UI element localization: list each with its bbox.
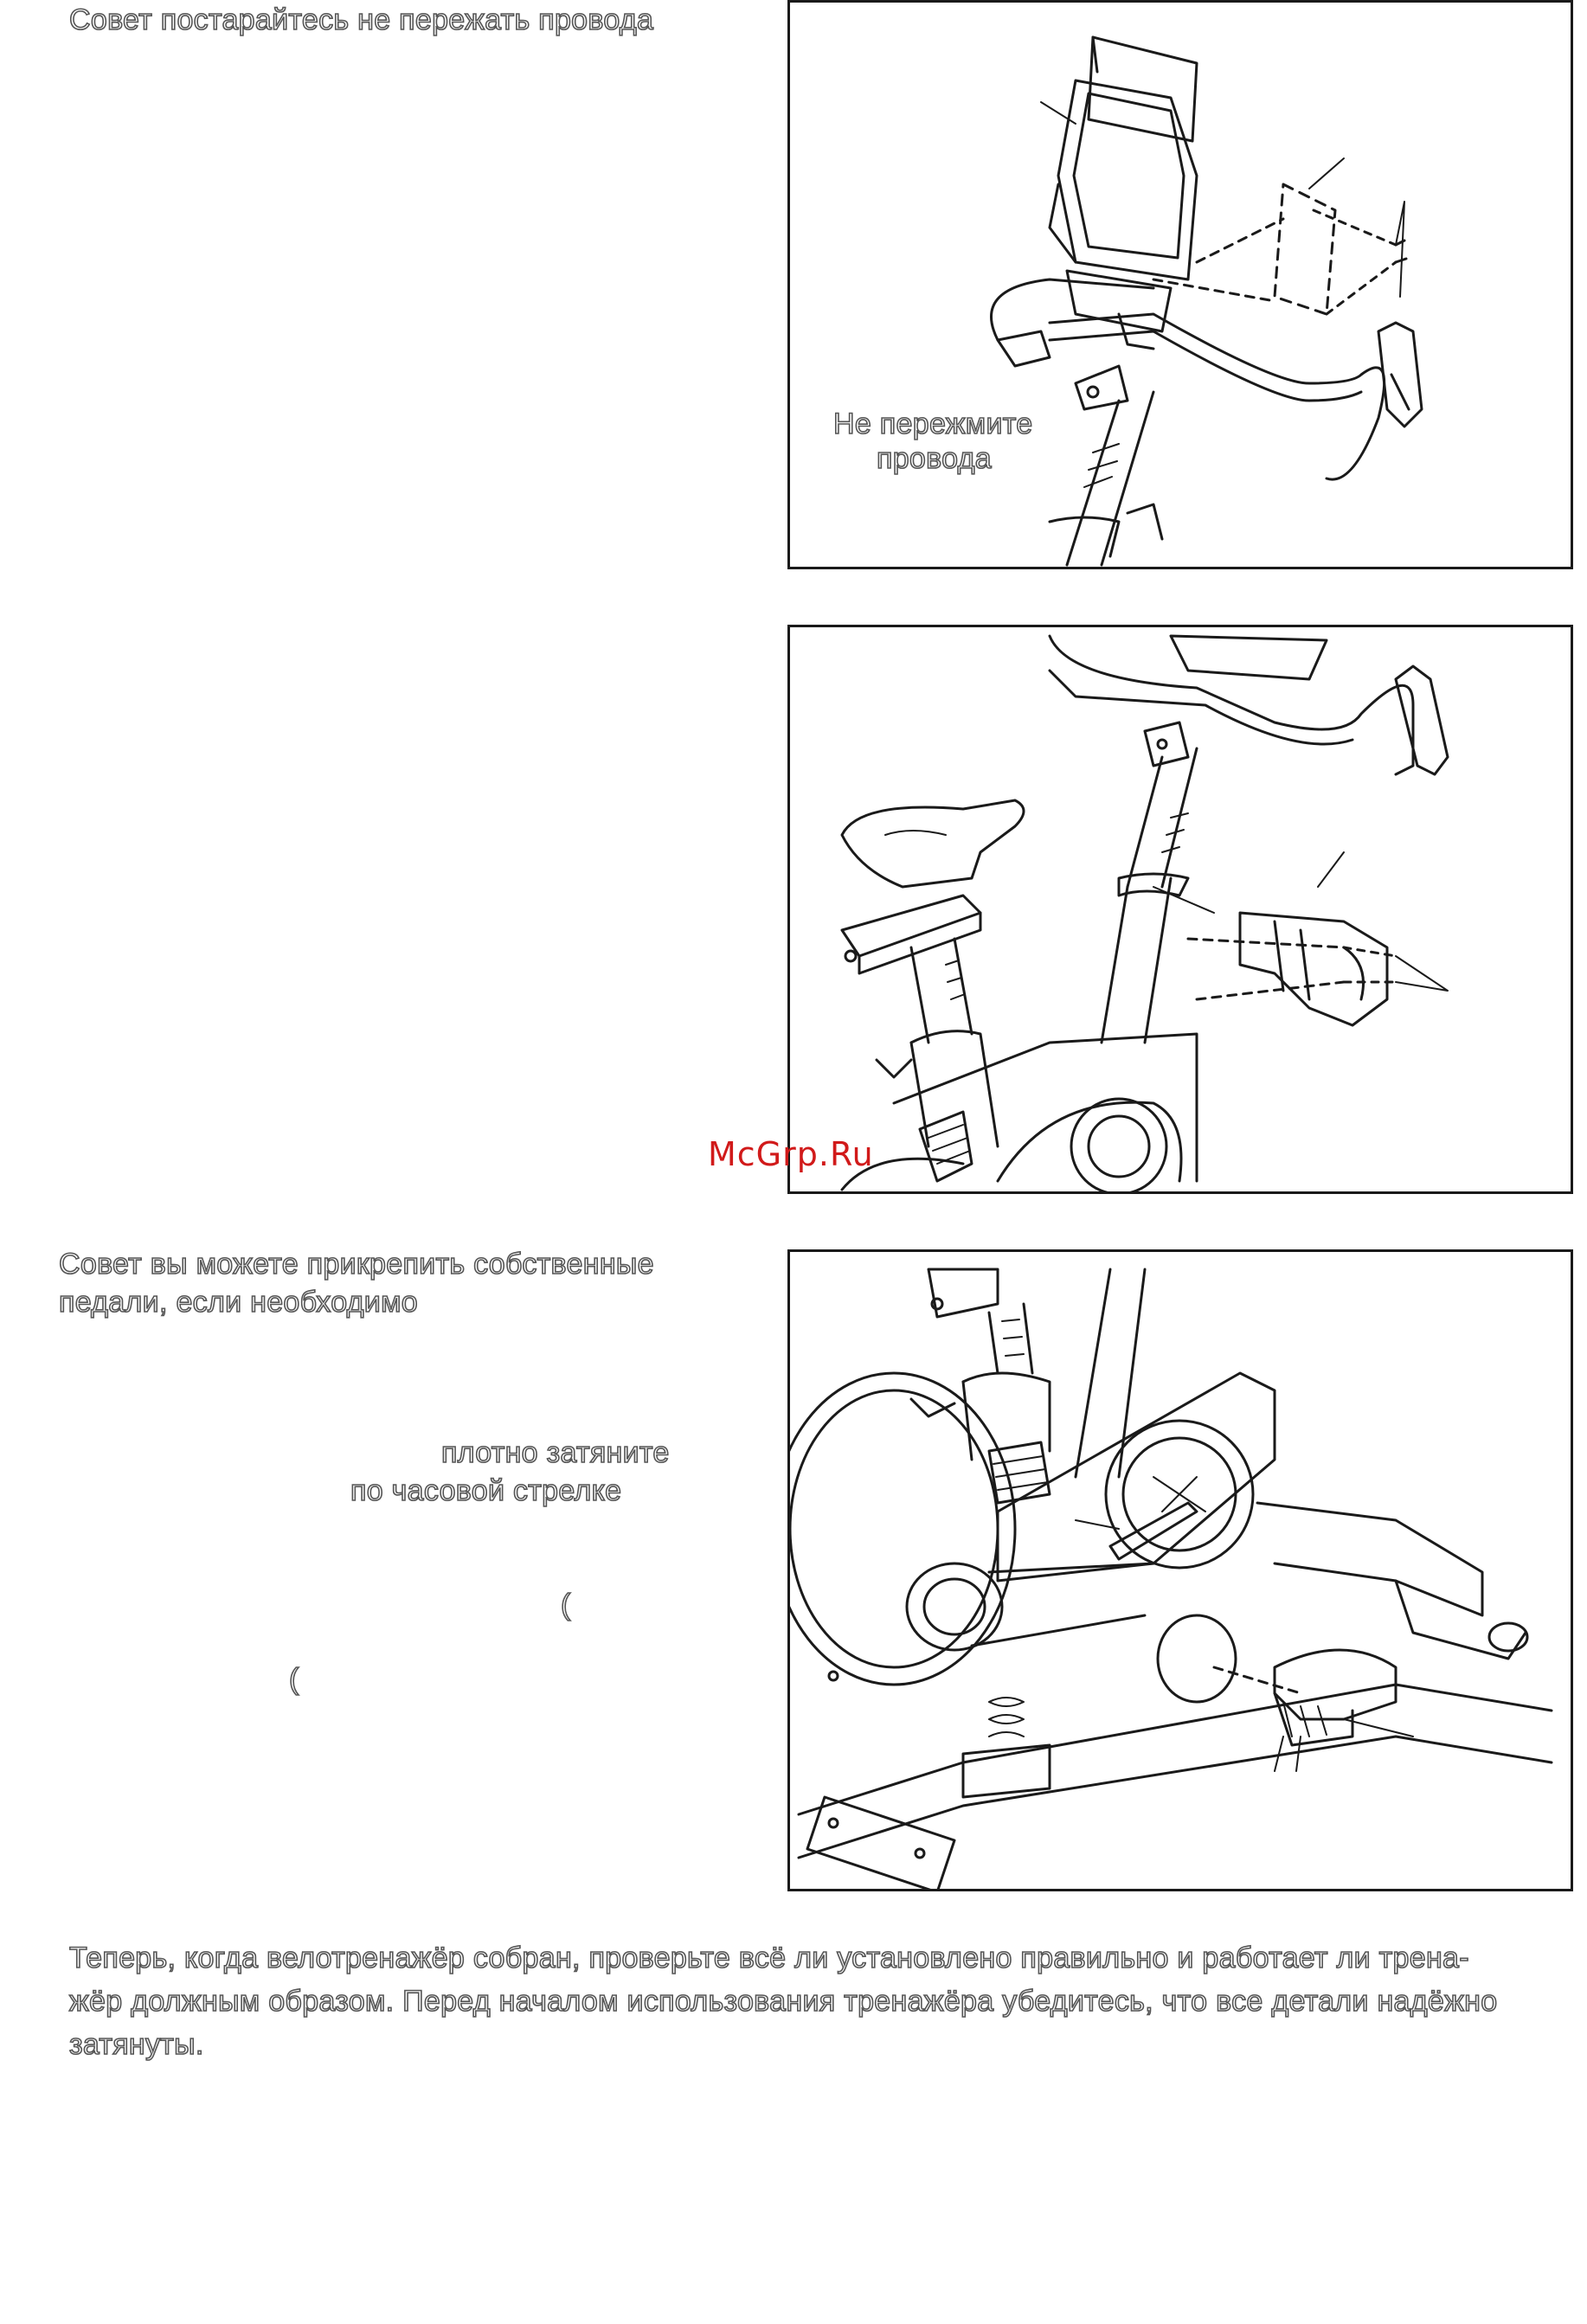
step2-figure (787, 625, 1573, 1194)
step1-figure (787, 0, 1573, 569)
tighten-instruction: плотно затяните (441, 1436, 670, 1469)
step3-figure (787, 1249, 1573, 1891)
paren-a: ( (561, 1589, 571, 1621)
closing-line3: затянуты. (69, 2028, 204, 2061)
step3-tip-line2: педали, если необходимо (59, 1286, 418, 1319)
watermark: McGrp.Ru (708, 1135, 874, 1173)
step1-tip: Совет постарайтесь не пережать провода (69, 3, 654, 36)
paren-b: ( (289, 1663, 299, 1696)
closing-line2: жёр должным образом. Перед началом использования тренажёра убедитесь, что все детали надёжно (69, 1985, 1498, 2018)
wire-callout-line1: Не пережмите (833, 408, 1033, 440)
console-assembly-illustration (790, 3, 1573, 569)
closing-line1: Теперь, когда велотренажёр собран, проверьте всё ли установлено правильно и работает ли трена- (69, 1942, 1469, 1974)
step3-tip-line1: Совет вы можете прикрепить собственные (59, 1248, 654, 1281)
wire-callout-line2: провода (877, 442, 992, 475)
closing-paragraph (69, 1936, 1575, 2066)
pedal-installation-illustration (790, 1252, 1573, 1891)
pedal-holder-assembly-illustration (790, 627, 1573, 1194)
clockwise-instruction: по часовой стрелке (350, 1474, 622, 1507)
